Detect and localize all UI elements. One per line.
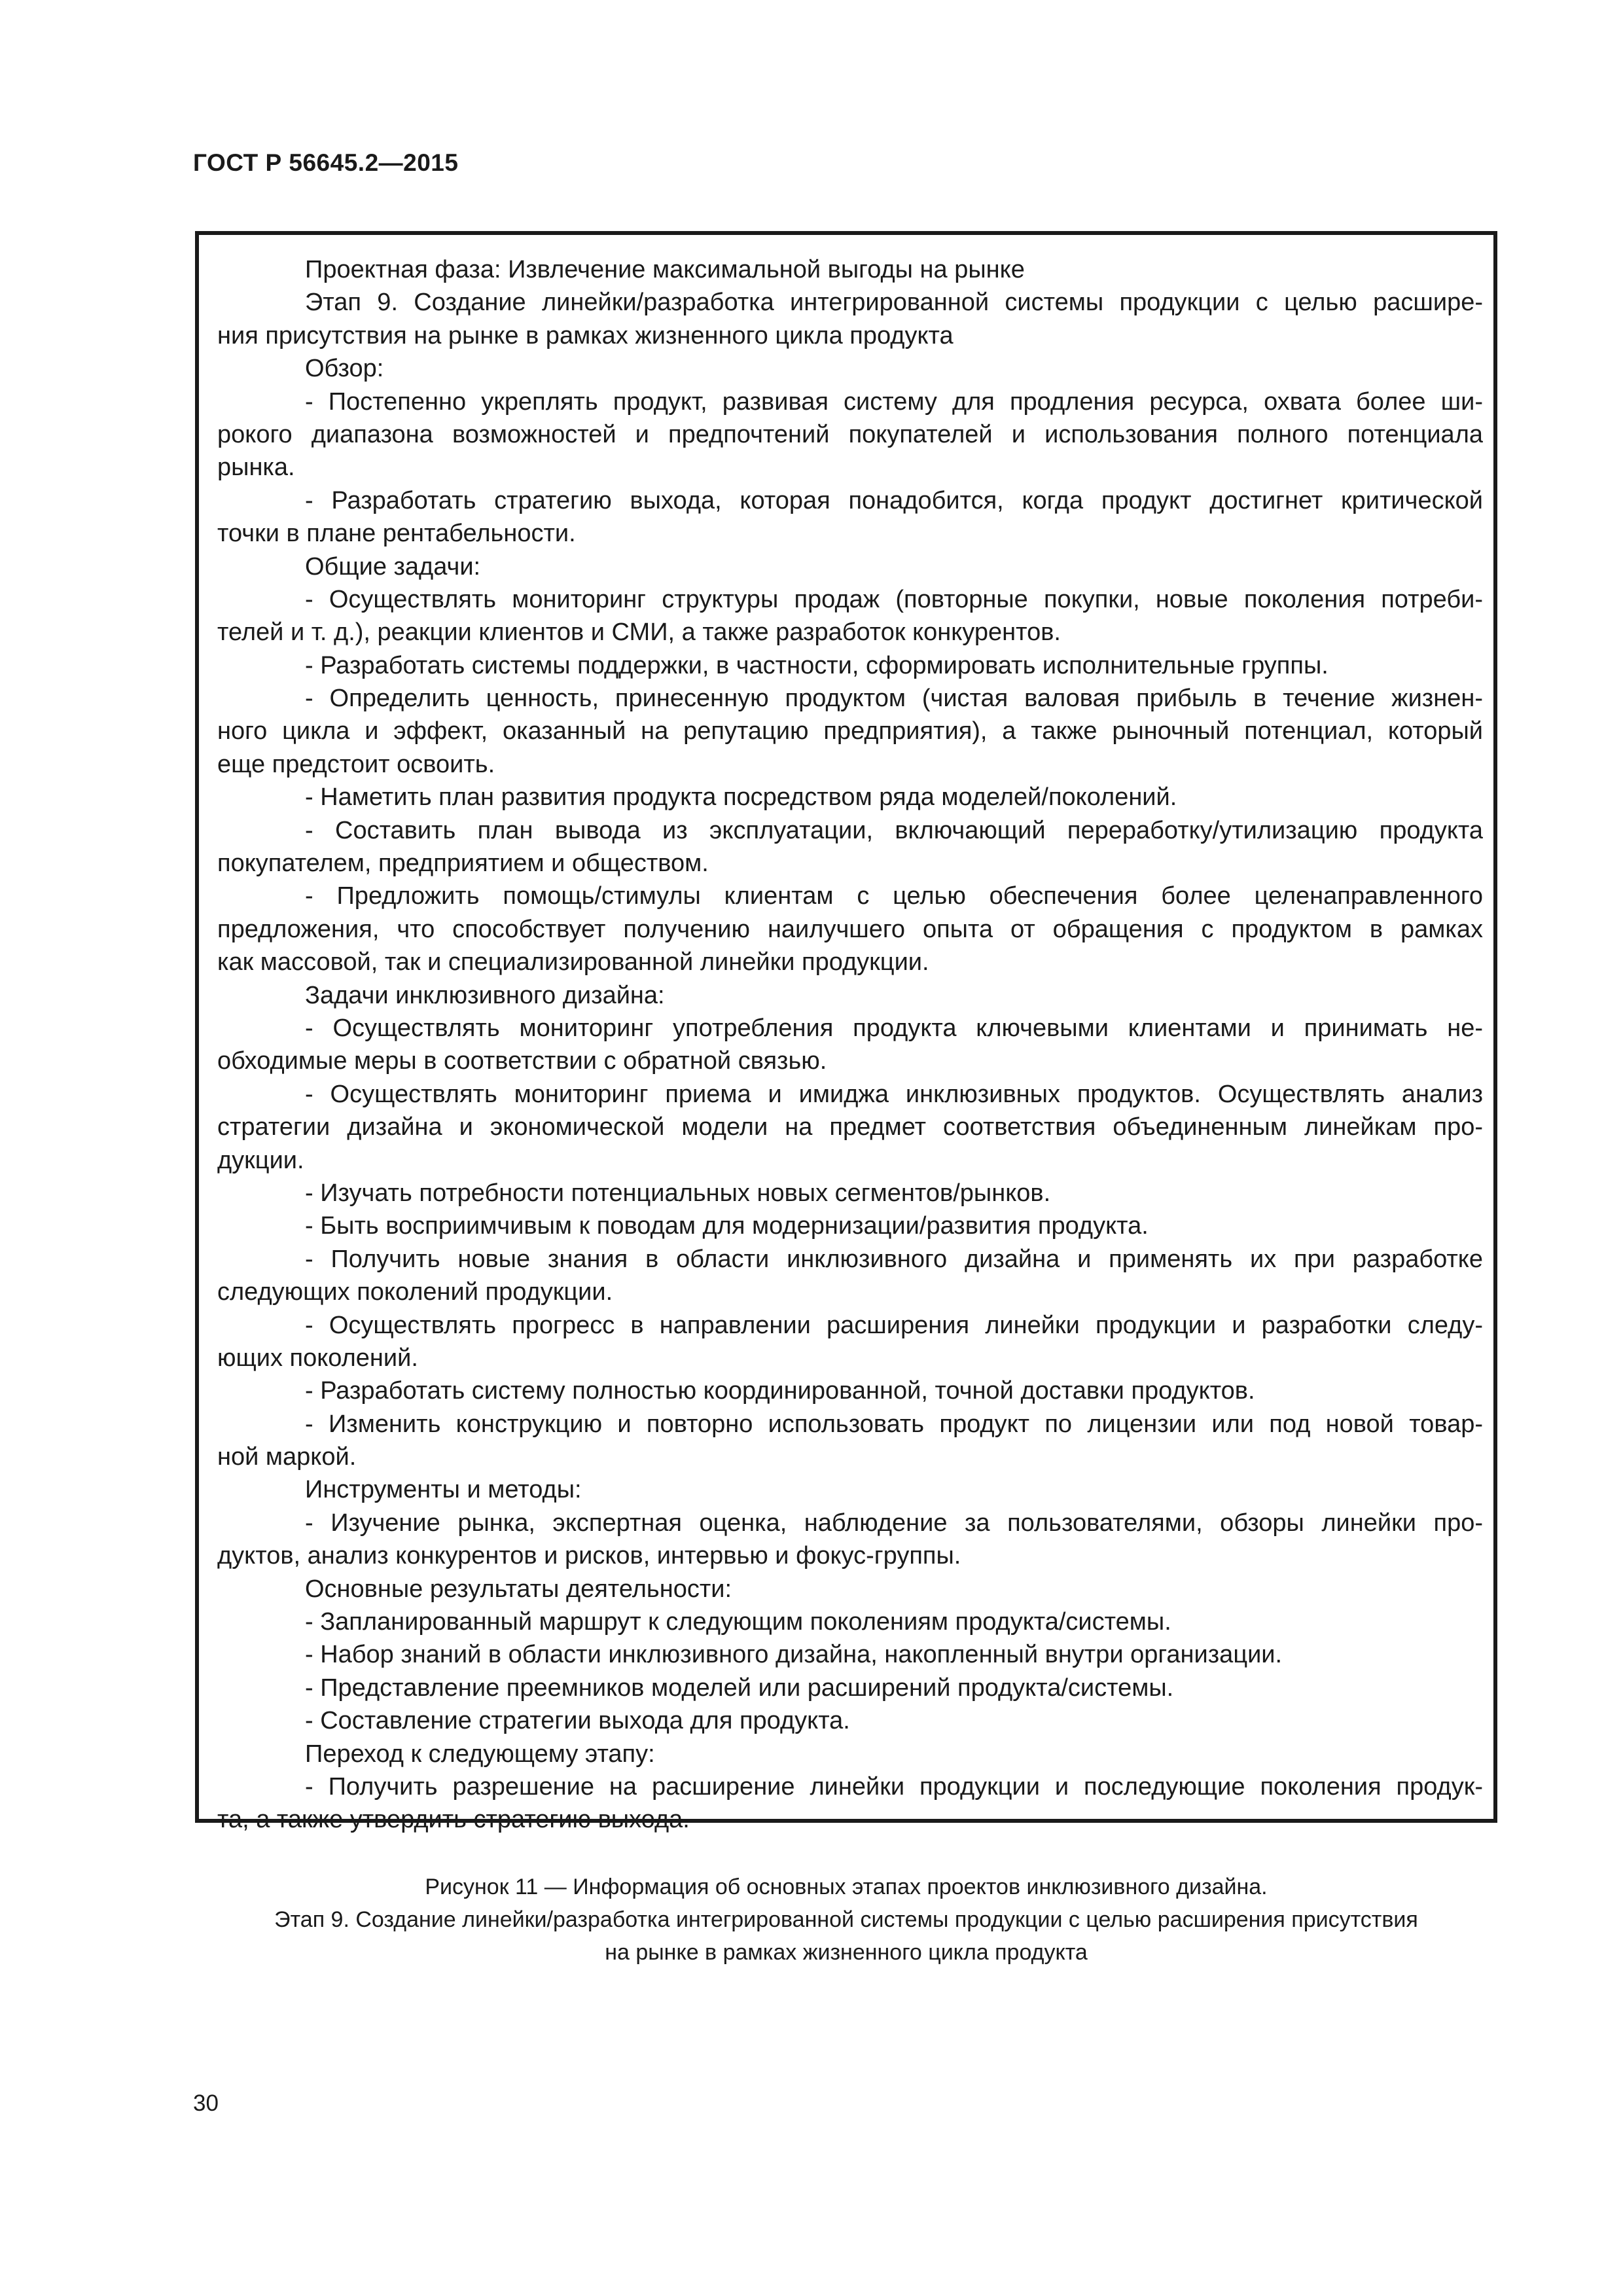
text-line: - Получить разрешение на расширение линейки продукции и последующие поколения продук-	[305, 1772, 1483, 1801]
text-line: - Запланированный маршрут к следующим поколениям продукта/системы.	[305, 1608, 1171, 1636]
text-line: - Представление преемников моделей или расширений продукта/системы.	[305, 1674, 1174, 1702]
text-line: - Изменить конструкцию и повторно использовать продукт по лицензии или под новой товар-	[305, 1410, 1483, 1438]
text-line: - Осуществлять мониторинг употребления продукта ключевыми клиентами и принимать не-	[305, 1014, 1483, 1042]
page-number: 30	[193, 2090, 219, 2116]
text-line: телей и т. д.), реакции клиентов и СМИ, а также разработок конкурентов.	[217, 619, 1061, 647]
text-line: - Набор знаний в области инклюзивного дизайна, накопленный внутри организации.	[305, 1641, 1283, 1669]
figure-caption	[195, 1871, 1497, 1969]
caption-line: на рынке в рамках жизненного цикла продукта	[605, 1940, 1088, 1965]
text-line: - Изучение рынка, экспертная оценка, наблюдение за пользователями, обзоры линейки про-	[305, 1509, 1483, 1537]
text-line: Этап 9. Создание линейки/разработка интегрированной системы продукции с целью расшире-	[305, 289, 1483, 317]
text-line: - Разработать системы поддержки, в частности, сформировать исполнительные группы.	[305, 651, 1329, 679]
text-line: ного цикла и эффект, оказанный на репутацию предприятия), а также рыночный потенциал, который	[217, 717, 1483, 745]
figure-frame	[195, 231, 1497, 1834]
text-line: та, а также утвердить стратегию выхода.	[217, 1806, 690, 1834]
text-line: Обзор:	[305, 355, 384, 383]
text-line: - Осуществлять мониторинг структуры продаж (повторные покупки, новые поколения потреби-	[305, 585, 1483, 613]
text-line: точки в плане рентабельности.	[217, 520, 576, 548]
caption-line: Рисунок 11 — Информация об основных этапах проектов инклюзивного дизайна.	[425, 1874, 1268, 1899]
text-line: - Наметить план развития продукта посредством ряда моделей/поколений.	[305, 783, 1177, 812]
text-line: покупателем, предприятием и обществом.	[217, 850, 709, 878]
text-line: Основные результаты деятельности:	[305, 1575, 732, 1603]
text-line: - Осуществлять прогресс в направлении расширения линейки продукции и разработки следу-	[305, 1311, 1483, 1339]
text-line: - Осуществлять мониторинг приема и имиджа инклюзивных продуктов. Осуществлять анализ	[305, 1080, 1483, 1108]
text-line: - Разработать систему полностью координированной, точной доставки продуктов.	[305, 1377, 1255, 1405]
text-line: рынка.	[217, 454, 295, 482]
caption-line: Этап 9. Создание линейки/разработка интегрированной системы продукции с целью расширения присутствия	[274, 1907, 1418, 1932]
text-line: - Получить новые знания в области инклюзивного дизайна и применять их при разработке	[305, 1245, 1483, 1273]
text-line: как массовой, так и специализированной линейки продукции.	[217, 948, 929, 977]
text-line: Проектная фаза: Извлечение максимальной выгоды на рынке	[305, 256, 1025, 283]
text-line: - Постепенно укреплять продукт, развивая систему для продления ресурса, охвата более ши-	[305, 387, 1483, 416]
text-line: следующих поколений продукции.	[217, 1278, 613, 1306]
text-line: - Определить ценность, принесенную продуктом (чистая валовая прибыль в течение жизнен-	[305, 685, 1483, 713]
text-line: Переход к следующему этапу:	[305, 1740, 655, 1768]
text-line: Общие задачи:	[305, 552, 481, 581]
text-line: рокого диапазона возможностей и предпочтений покупателей и использования полного потенциала	[217, 420, 1483, 448]
text-line: Задачи инклюзивного дизайна:	[305, 981, 665, 1009]
text-line: - Изучать потребности потенциальных новых сегментов/рынков.	[305, 1179, 1051, 1207]
text-line: - Разработать стратегию выхода, которая понадобится, когда продукт достигнет критической	[305, 486, 1483, 514]
text-line: Инструменты и методы:	[305, 1476, 582, 1504]
text-line: ющих поколений.	[217, 1344, 418, 1372]
text-line: ной маркой.	[217, 1443, 357, 1471]
text-line: дуктов, анализ конкурентов и рисков, интервью и фокус-группы.	[217, 1542, 961, 1570]
figure-text-block	[217, 253, 1483, 1837]
text-line: стратегии дизайна и экономической модели на предмет соответствия объединенным линейкам про-	[217, 1113, 1483, 1141]
text-line: еще предстоит освоить.	[217, 750, 495, 778]
text-line: дукции.	[217, 1146, 304, 1174]
text-line: - Составить план вывода из эксплуатации, включающий переработку/утилизацию продукта	[305, 816, 1483, 844]
text-line: предложения, что способствует получению наилучшего опыта от обращения с продуктом в рамках	[217, 915, 1483, 943]
text-line: обходимые меры в соответствии с обратной связью.	[217, 1047, 827, 1075]
text-line: ния присутствия на рынке в рамках жизненного цикла продукта	[217, 321, 954, 350]
text-line: - Составление стратегии выхода для продукта.	[305, 1707, 850, 1735]
text-line: - Быть восприимчивым к поводам для модернизации/развития продукта.	[305, 1212, 1149, 1240]
document-header: ГОСТ Р 56645.2—2015	[193, 149, 459, 176]
text-line: - Предложить помощь/стимулы клиентам с целью обеспечения более целенаправленного	[305, 882, 1483, 910]
